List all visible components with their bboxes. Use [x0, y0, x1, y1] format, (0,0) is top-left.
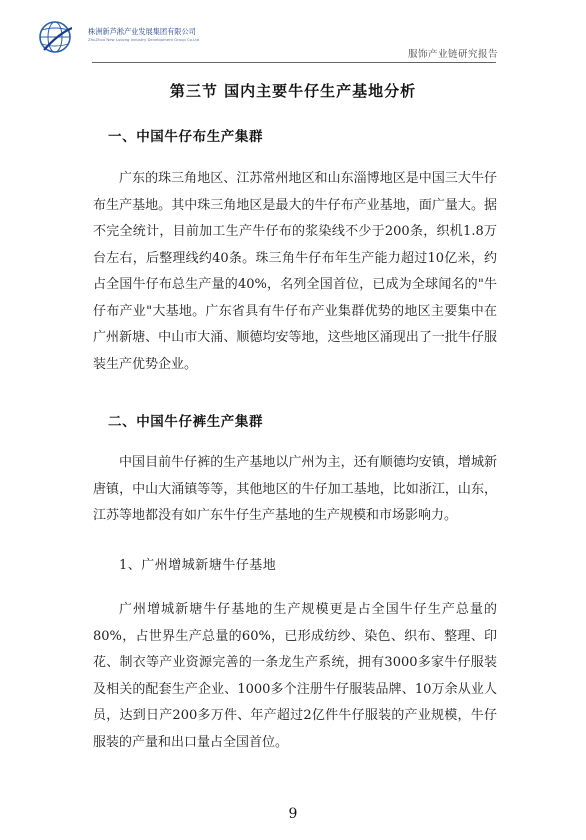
section-title: 第三节 国内主要牛仔生产基地分析: [169, 82, 417, 100]
subheading-xintang-base: 1、广州增城新塘牛仔基地: [119, 558, 277, 573]
header-divider: [92, 62, 496, 63]
company-name-en: ZhuZhou New Lusong Industry Development Group Co.Ltd: [88, 37, 200, 42]
heading-denim-fabric-cluster: 一、中国牛仔布生产集群: [108, 129, 264, 145]
company-logo: [38, 20, 338, 60]
paragraph-jeans: [93, 450, 497, 530]
paragraph-xintang: [93, 597, 497, 756]
paragraph-text: 广东的珠三角地区、江苏常州地区和山东淄博地区是中国三大牛仔布生产基地。其中珠三角地区是最大的牛仔布产业基地，面广量大。据不完全统计，目前加工生产牛仔布的浆染线不少于200条，织机1.8万台左右，后整理线约40条。珠三角牛仔布年生产能力超过10亿米，约占全国牛仔布总生产量的40%，名列全国首位，已成为全球闻名的"牛仔布产业"大基地。广东省具有牛仔布产业集群优势的地区主要集中在广州新塘、中山市大涌、顺德均安等地，这些地区涌现出了一批牛仔服装生产优势企业。: [93, 171, 497, 372]
globe-logo-icon: [38, 20, 72, 54]
paragraph-text: 中国目前牛仔裤的生产基地以广州为主，还有顺德均安镇，增城新唐镇，中山大涌镇等等，其他地区的牛仔加工基地，比如浙江，山东，江苏等地都没有如广东牛仔生产基地的生产规模和市场影响力。: [93, 455, 497, 523]
company-name-cn: 株洲新芦淞产业发展集团有限公司: [88, 27, 196, 36]
paragraph-text: 广州增城新塘牛仔基地的生产规模更是占全国牛仔生产总量的80%，占世界生产总量的60%，已形成纺纱、染色、织布、整理、印花、制衣等产业资源完善的一条龙生产系统，拥有3000多家牛仔服装及相关的配套生产企业、1000多个注册牛仔服装品牌、10万余从业人员，达到日产200多万件、年产超过2亿件牛仔服装的产业规模，牛仔服装的产量和出口量占全国首位。: [93, 602, 497, 750]
heading-jeans-cluster: 二、中国牛仔裤生产集群: [108, 414, 264, 430]
report-title: 服饰产业链研究报告: [407, 49, 498, 60]
page-number: 9: [288, 806, 298, 822]
paragraph-denim-fabric: [93, 166, 497, 378]
page-header: [0, 0, 586, 68]
